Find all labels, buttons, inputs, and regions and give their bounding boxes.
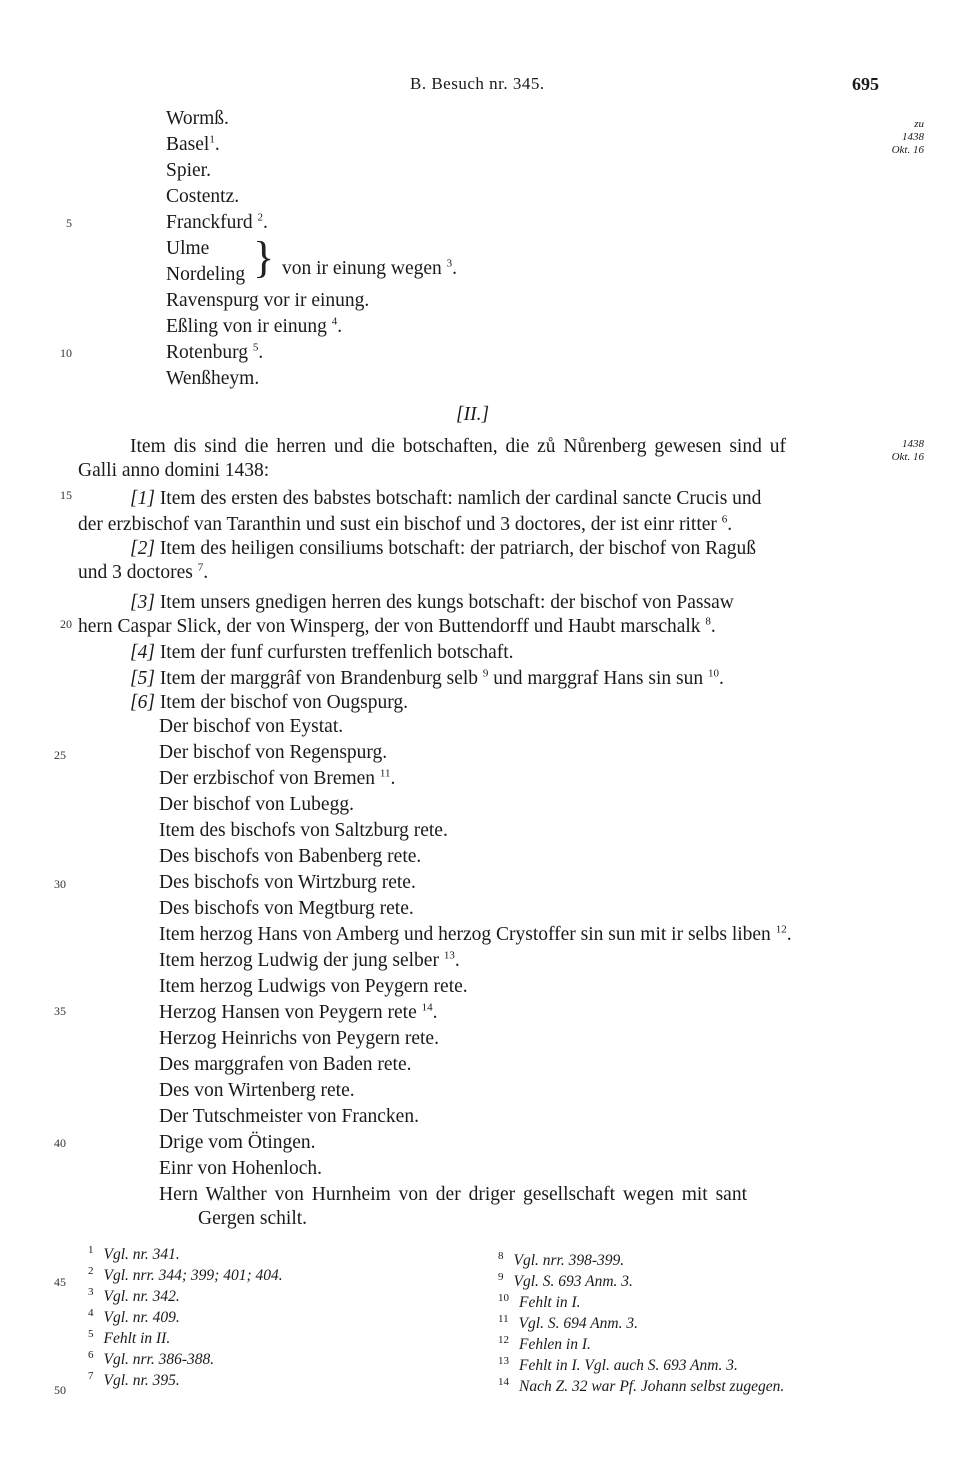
- footnote-ref: 11: [379, 767, 391, 780]
- footnote-text: Vgl. S. 693 Anm. 3.: [513, 1273, 633, 1290]
- footnotes-right: [498, 1252, 784, 1399]
- brace-note: von ir einung wegen $^3$.: [282, 257, 458, 279]
- list-item-text: Eßling von ir einung: [166, 316, 327, 337]
- margin-date-top-line: zu: [914, 118, 924, 130]
- line-number: 25: [54, 748, 66, 762]
- footnote: [498, 1273, 784, 1294]
- footnote-ref: 6: [721, 513, 728, 526]
- list-item: Der erzbischof von Bremen $^{11}$.: [159, 767, 396, 789]
- footnote-number: 12: [498, 1334, 509, 1346]
- list-item: [159, 714, 792, 740]
- margin-date-top-line: 1438: [902, 131, 924, 143]
- list-item: [159, 792, 792, 818]
- footnote-number: 4: [88, 1307, 94, 1319]
- footnote-number: 11: [498, 1313, 509, 1325]
- paragraph-text: Item unsers gnedigen herren des kungs botschaft: der bischof von Passaw: [159, 592, 734, 613]
- list-item: [159, 844, 792, 870]
- list-item-text: Der bischof von Regenspurg.: [159, 742, 388, 763]
- footnote-ref: 12: [775, 923, 787, 936]
- line-number: 10: [60, 346, 72, 360]
- footnote-number: 14: [498, 1376, 509, 1388]
- list-item: [159, 974, 792, 1000]
- brace-glyph: }: [253, 233, 275, 282]
- paragraph-line: [130, 690, 408, 716]
- line-number: 5: [66, 216, 72, 230]
- footnote: [498, 1378, 784, 1399]
- footnote: [498, 1294, 784, 1315]
- line-number: 45: [54, 1275, 66, 1289]
- list-item: [159, 740, 792, 766]
- attendee-list: [159, 714, 792, 1182]
- list-item-text: Der erzbischof von Bremen: [159, 768, 376, 789]
- list-item-text: Franckfurd: [166, 212, 253, 233]
- list-item: [159, 1026, 792, 1052]
- list-item-text: Herzog Hansen von Peygern rete: [159, 1002, 417, 1023]
- list-item: Spier.: [166, 160, 211, 181]
- list-item: [159, 818, 792, 844]
- list-item: Wormß.: [166, 108, 229, 129]
- list-item-text: Des von Wirtenberg rete.: [159, 1080, 355, 1101]
- footnote-ref: 14: [421, 1001, 433, 1014]
- paragraph-text: und marggraf Hans sin sun: [493, 668, 704, 689]
- paragraph-line: hern Caspar Slick, der von Winsperg, der von Buttendorff und Haubt marschalk $^8$.: [78, 615, 716, 637]
- footnote-text: Fehlen in I.: [519, 1336, 591, 1353]
- paragraph-text: hern Caspar Slick, der von Winsperg, der von Buttendorff und Haubt marschalk: [78, 616, 701, 637]
- paragraph-line: [130, 486, 761, 512]
- footnotes-left: [88, 1246, 283, 1393]
- footnote-text: Fehlt in I.: [519, 1294, 581, 1311]
- footnote-text: Fehlt in I. Vgl. auch S. 693 Anm. 3.: [519, 1357, 738, 1374]
- margin-date-top: [860, 118, 924, 157]
- list-item-text: Drige vom Ötingen.: [159, 1132, 316, 1153]
- footnote: [88, 1309, 283, 1330]
- list-item: Gergen schilt.: [198, 1208, 308, 1229]
- footnote-number: 10: [498, 1292, 509, 1304]
- list-item-text: Des marggrafen von Baden rete.: [159, 1054, 412, 1075]
- line-number: 50: [54, 1383, 66, 1397]
- brace-note-text: von ir einung wegen: [282, 258, 442, 279]
- footnote-ref: 5: [252, 341, 259, 354]
- footnote-text: Vgl. nr. 342.: [103, 1288, 180, 1305]
- footnote: [88, 1330, 283, 1351]
- list-item-text: Item herzog Hans von Amberg und herzog Crystoffer sin sun mit ir selbs liben: [159, 924, 771, 945]
- footnote-text: Fehlt in II.: [103, 1330, 171, 1347]
- footnote-text: Vgl. nrr. 398-399.: [513, 1252, 625, 1269]
- list-item: Nordeling: [166, 264, 246, 285]
- list-item: Herzog Hansen von Peygern rete $^{14}$.: [159, 1001, 438, 1023]
- line-number: 35: [54, 1004, 66, 1018]
- list-item: [159, 1078, 792, 1104]
- running-head: B. Besuch nr. 345.: [410, 74, 545, 93]
- paragraph-line: der erzbischof van Taranthin und sust ein bischof und 3 doctores, der ist einr ritter $^6$.: [78, 513, 733, 535]
- list-item-text: Rotenburg: [166, 342, 248, 363]
- paragraph-line: [130, 640, 514, 666]
- footnote-number: 9: [498, 1271, 504, 1283]
- footnote: [498, 1315, 784, 1336]
- list-item: [159, 896, 792, 922]
- footnote-number: 2: [88, 1265, 94, 1277]
- footnote-number: 5: [88, 1328, 94, 1340]
- paragraph-line: Item dis sind die herren und die botschaften, die zů Nůrenberg gewesen sind uf: [130, 436, 786, 457]
- footnote-number: 13: [498, 1355, 509, 1367]
- line-number: 15: [60, 488, 72, 502]
- list-item-text: Der Tutschmeister von Francken.: [159, 1106, 419, 1127]
- footnote-ref: 3: [446, 257, 453, 270]
- list-item: Ulme: [166, 238, 210, 259]
- line-number: 30: [54, 877, 66, 891]
- footnote-text: Vgl. nr. 409.: [103, 1309, 180, 1326]
- footnote-ref: 1: [209, 133, 215, 146]
- section-heading: [II.]: [456, 404, 490, 425]
- footnote-number: 7: [88, 1370, 94, 1382]
- list-item: Rotenburg $^5$.: [166, 341, 264, 363]
- footnote-ref: 8: [705, 615, 711, 628]
- margin-date-middle-line: 1438: [902, 438, 924, 450]
- item-number: [2]: [130, 538, 155, 559]
- paragraph-text: Item des heiligen consiliums botschaft: der patriarch, der bischof von Raguß: [159, 538, 757, 559]
- list-item: Eßling von ir einung $^4$.: [166, 315, 343, 337]
- list-item-text: Des bischofs von Babenberg rete.: [159, 846, 422, 867]
- footnote-text: Vgl. nr. 395.: [103, 1372, 180, 1389]
- paragraph-line: und 3 doctores $^7$.: [78, 561, 209, 583]
- list-item: Item herzog Hans von Amberg und herzog Crystoffer sin sun mit ir selbs liben $^{12}$.: [159, 923, 792, 945]
- list-item-text: Des bischofs von Wirtzburg rete.: [159, 872, 416, 893]
- paragraph-line: [130, 590, 734, 616]
- item-number: [5]: [130, 668, 155, 689]
- footnote-text: Nach Z. 32 war Pf. Johann selbst zugegen.: [519, 1378, 785, 1395]
- paragraph-line: [5] Item der marggrâf von Brandenburg selb $^9$ und marggraf Hans sin sun $^{10}$.: [130, 667, 724, 689]
- paragraph-text: Item des ersten des babstes botschaft: namlich der cardinal sancte Crucis und: [159, 488, 762, 509]
- footnote-ref: 7: [197, 561, 204, 574]
- footnote: [498, 1252, 784, 1273]
- margin-date-top-line: Okt. 16: [891, 144, 924, 156]
- list-item: [159, 870, 792, 896]
- footnote: [88, 1267, 283, 1288]
- line-number: 40: [54, 1136, 66, 1150]
- footnote-text: Vgl. nrr. 386-388.: [103, 1351, 215, 1368]
- item-number: [6]: [130, 692, 155, 713]
- list-item: [159, 1156, 792, 1182]
- footnote-ref: 2: [257, 211, 264, 224]
- list-item: [159, 1104, 792, 1130]
- paragraph-line: [130, 536, 756, 562]
- footnote-number: 6: [88, 1349, 94, 1361]
- footnote-text: Vgl. nrr. 344; 399; 401; 404.: [103, 1267, 283, 1284]
- footnote: [88, 1246, 283, 1267]
- paragraph-line: Galli anno domini 1438:: [78, 460, 270, 481]
- footnote-text: Vgl. S. 694 Anm. 3.: [518, 1315, 638, 1332]
- footnote-number: 1: [88, 1244, 94, 1256]
- paragraph-text: Item der bischof von Ougspurg.: [159, 692, 409, 713]
- list-item-text: Des bischofs von Megtburg rete.: [159, 898, 414, 919]
- list-item: [159, 1052, 792, 1078]
- list-item-text: Item des bischofs von Saltzburg rete.: [159, 820, 448, 841]
- footnote: [88, 1288, 283, 1309]
- list-item: Ravenspurg vor ir einung.: [166, 290, 370, 311]
- footnote: [88, 1372, 283, 1393]
- footnote-number: 3: [88, 1286, 94, 1298]
- list-item-text: Basel: [166, 134, 210, 155]
- list-item: Franckfurd $^2$.: [166, 211, 268, 233]
- footnote: [498, 1336, 784, 1357]
- list-item-text: Item herzog Ludwigs von Peygern rete.: [159, 976, 468, 997]
- list-item-text: Einr von Hohenloch.: [159, 1158, 323, 1179]
- item-number: [4]: [130, 642, 155, 663]
- paragraph-text: der erzbischof van Taranthin und sust ein bischof und 3 doctores, der ist einr ritter: [78, 514, 717, 535]
- list-item: Item herzog Ludwig der jung selber $^{13}$.: [159, 949, 460, 971]
- list-item: Basel$^1$.: [166, 133, 220, 155]
- paragraph-text: Item der marggrâf von Brandenburg selb: [159, 668, 479, 689]
- list-item-text: Der bischof von Lubegg.: [159, 794, 354, 815]
- footnote-ref: 13: [443, 949, 455, 962]
- line-number: 20: [60, 617, 72, 631]
- footnote-ref: 9: [482, 667, 489, 680]
- paragraph-text: und 3 doctores: [78, 562, 193, 583]
- margin-date-middle: [860, 438, 924, 464]
- list-item: Hern Walther von Hurnheim von der driger gesellschaft wegen mit sant: [159, 1184, 747, 1205]
- footnote-ref: 10: [707, 667, 719, 680]
- list-item: Costentz.: [166, 186, 240, 207]
- margin-date-middle-line: Okt. 16: [891, 451, 924, 463]
- list-item: [159, 1130, 792, 1156]
- footnote-ref: 4: [331, 315, 338, 328]
- page-number: 695: [852, 74, 879, 94]
- item-number: [3]: [130, 592, 155, 613]
- list-item-text: Der bischof von Eystat.: [159, 716, 344, 737]
- footnote: [498, 1357, 784, 1378]
- item-number: [1]: [130, 488, 155, 509]
- footnote-number: 8: [498, 1250, 504, 1262]
- list-item-text: Item herzog Ludwig der jung selber: [159, 950, 439, 971]
- paragraph-text: Item der funf curfursten treffenlich botschaft.: [159, 642, 514, 663]
- list-item-text: Herzog Heinrichs von Peygern rete.: [159, 1028, 439, 1049]
- list-item: Wenßheym.: [166, 368, 260, 389]
- footnote: [88, 1351, 283, 1372]
- footnote-text: Vgl. nr. 341.: [103, 1246, 180, 1263]
